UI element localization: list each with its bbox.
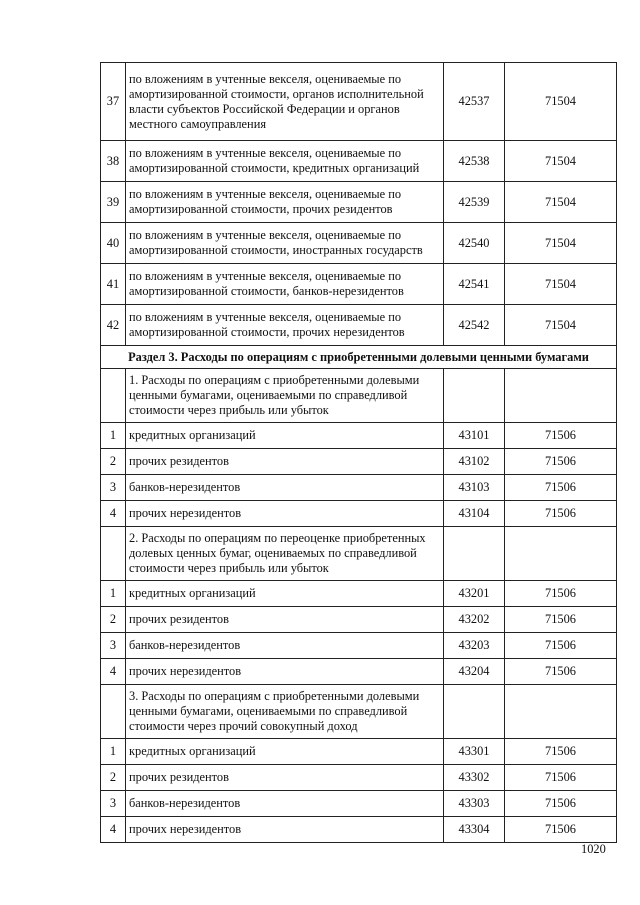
- row-number: 4: [101, 817, 126, 843]
- account-number: 42542: [444, 305, 505, 346]
- group-title: 3. Расходы по операциям с приобретенными долевыми ценными бумагами, оцениваемыми по справедливой стоимости через прочий совокупный доход: [126, 685, 444, 739]
- row-description: по вложениям в учтенные векселя, оцениваемые по амортизированной стоимости, иностранных государств: [126, 223, 444, 264]
- account-number: 43203: [444, 633, 505, 659]
- account-number: 43103: [444, 475, 505, 501]
- group-header-row: [101, 369, 617, 423]
- row-number: 2: [101, 607, 126, 633]
- group-title: 1. Расходы по операциям с приобретенными долевыми ценными бумагами, оцениваемыми по справедливой стоимости через прибыль или убыток: [126, 369, 444, 423]
- symbol-code: 71504: [505, 264, 617, 305]
- row-description: банков-нерезидентов: [126, 791, 444, 817]
- row-number: 41: [101, 264, 126, 305]
- table-row: [101, 739, 617, 765]
- symbol-code: 71506: [505, 501, 617, 527]
- row-description: по вложениям в учтенные векселя, оцениваемые по амортизированной стоимости, прочих резидентов: [126, 182, 444, 223]
- table-row: [101, 581, 617, 607]
- symbol-code: 71504: [505, 223, 617, 264]
- table-row: [101, 607, 617, 633]
- section-row: [101, 346, 617, 369]
- accounts-table: [100, 62, 617, 843]
- table-row: [101, 305, 617, 346]
- symbol-code: 71506: [505, 791, 617, 817]
- symbol-code: 71506: [505, 633, 617, 659]
- account-number: 42540: [444, 223, 505, 264]
- account-number: 43202: [444, 607, 505, 633]
- symbol-code: 71506: [505, 449, 617, 475]
- table-row: [101, 449, 617, 475]
- row-description: кредитных организаций: [126, 581, 444, 607]
- row-number: 39: [101, 182, 126, 223]
- table-row: [101, 475, 617, 501]
- section-title: Раздел 3. Расходы по операциям с приобретенными долевыми ценными бумагами: [101, 346, 617, 369]
- group-num-cell: [101, 527, 126, 581]
- group-account-cell: [444, 369, 505, 423]
- table-row: [101, 182, 617, 223]
- symbol-code: 71504: [505, 63, 617, 141]
- account-number: 43201: [444, 581, 505, 607]
- account-number: 43102: [444, 449, 505, 475]
- account-number: 42539: [444, 182, 505, 223]
- page-number: 1020: [581, 842, 606, 856]
- account-number: 43301: [444, 739, 505, 765]
- table-row: [101, 791, 617, 817]
- row-number: 3: [101, 633, 126, 659]
- symbol-code: 71506: [505, 765, 617, 791]
- account-number: 42541: [444, 264, 505, 305]
- group-header-row: [101, 527, 617, 581]
- account-number: 43302: [444, 765, 505, 791]
- row-number: 40: [101, 223, 126, 264]
- row-number: 38: [101, 141, 126, 182]
- table-row: [101, 817, 617, 843]
- row-number: 4: [101, 659, 126, 685]
- group-symbol-cell: [505, 369, 617, 423]
- row-number: 1: [101, 423, 126, 449]
- group-title: 2. Расходы по операциям по переоценке приобретенных долевых ценных бумаг, оцениваемых по справедливой стоимости через прибыль или убыток: [126, 527, 444, 581]
- group-symbol-cell: [505, 527, 617, 581]
- row-description: прочих резидентов: [126, 607, 444, 633]
- symbol-code: 71506: [505, 423, 617, 449]
- row-description: по вложениям в учтенные векселя, оцениваемые по амортизированной стоимости, банков-нерезидентов: [126, 264, 444, 305]
- account-number: 43204: [444, 659, 505, 685]
- symbol-code: 71506: [505, 607, 617, 633]
- symbol-code: 71504: [505, 141, 617, 182]
- accounts-table-body: [101, 63, 617, 843]
- row-number: 3: [101, 791, 126, 817]
- account-number: 43304: [444, 817, 505, 843]
- table-row: [101, 633, 617, 659]
- table-row: [101, 141, 617, 182]
- row-description: по вложениям в учтенные векселя, оцениваемые по амортизированной стоимости, органов исполнительной власти субъектов Российской Федерации и органов местного самоуправления: [126, 63, 444, 141]
- table-row: [101, 765, 617, 791]
- row-number: 2: [101, 765, 126, 791]
- group-num-cell: [101, 685, 126, 739]
- symbol-code: 71506: [505, 739, 617, 765]
- group-account-cell: [444, 685, 505, 739]
- row-description: по вложениям в учтенные векселя, оцениваемые по амортизированной стоимости, прочих нерезидентов: [126, 305, 444, 346]
- row-number: 42: [101, 305, 126, 346]
- row-description: банков-нерезидентов: [126, 633, 444, 659]
- row-description: по вложениям в учтенные векселя, оцениваемые по амортизированной стоимости, кредитных организаций: [126, 141, 444, 182]
- table-row: [101, 63, 617, 141]
- symbol-code: 71506: [505, 817, 617, 843]
- row-number: 1: [101, 739, 126, 765]
- symbol-code: 71506: [505, 475, 617, 501]
- group-num-cell: [101, 369, 126, 423]
- table-row: [101, 501, 617, 527]
- account-number: 42538: [444, 141, 505, 182]
- row-number: 4: [101, 501, 126, 527]
- row-number: 3: [101, 475, 126, 501]
- row-description: кредитных организаций: [126, 423, 444, 449]
- table-row: [101, 659, 617, 685]
- symbol-code: 71504: [505, 182, 617, 223]
- row-description: кредитных организаций: [126, 739, 444, 765]
- row-number: 1: [101, 581, 126, 607]
- row-description: прочих резидентов: [126, 449, 444, 475]
- symbol-code: 71506: [505, 581, 617, 607]
- row-number: 2: [101, 449, 126, 475]
- row-description: прочих нерезидентов: [126, 659, 444, 685]
- row-description: банков-нерезидентов: [126, 475, 444, 501]
- row-description: прочих резидентов: [126, 765, 444, 791]
- account-number: 43303: [444, 791, 505, 817]
- group-symbol-cell: [505, 685, 617, 739]
- account-number: 43104: [444, 501, 505, 527]
- table-row: [101, 423, 617, 449]
- symbol-code: 71506: [505, 659, 617, 685]
- account-number: 43101: [444, 423, 505, 449]
- row-number: 37: [101, 63, 126, 141]
- group-account-cell: [444, 527, 505, 581]
- group-header-row: [101, 685, 617, 739]
- table-row: [101, 264, 617, 305]
- table-row: [101, 223, 617, 264]
- row-description: прочих нерезидентов: [126, 501, 444, 527]
- account-number: 42537: [444, 63, 505, 141]
- symbol-code: 71504: [505, 305, 617, 346]
- row-description: прочих нерезидентов: [126, 817, 444, 843]
